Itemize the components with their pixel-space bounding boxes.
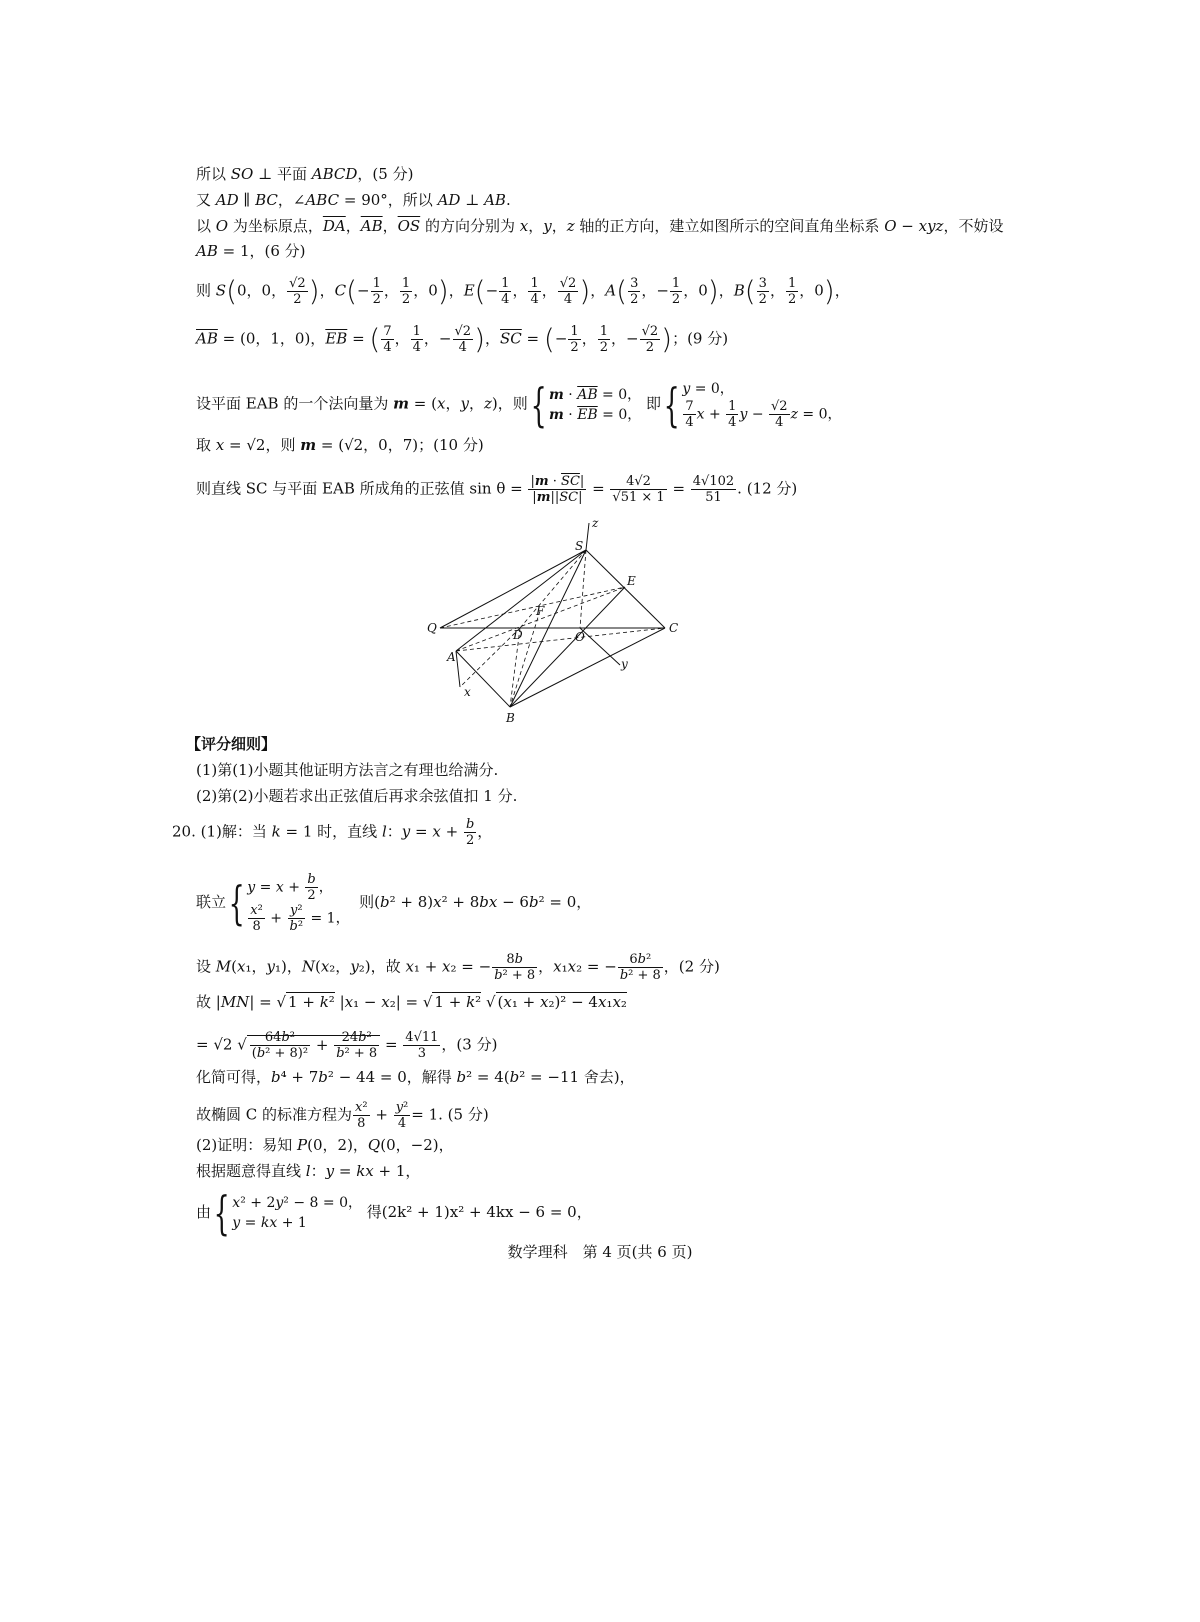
ellipse-prefix: 故椭圆 C 的标准方程为 (196, 1105, 353, 1124)
take-x-line: 取 x = √2，则 m = (√2，0，7)；(10 分) (196, 436, 484, 454)
label-x: x (464, 685, 471, 699)
q20-line-10: 由{ x² + 2y² − 8 = 0， y = kx + 1 得(2k² + 1)x² + 4kx − 6 = 0， (196, 1186, 592, 1240)
coordinates-line: 则 S(0，0， $\frac{√2}{2}$ )，C(− $\frac{1}{2}$ ， $\frac{1}{2}$ ，0)，E(− $\frac{1}{4}$ ， $\frac{1}{4}$ ， $\frac{√2}{4}$ )，A( $\frac{3}{2}$ ，− $\frac{1}{2}$ ，0)，B( $\frac{3}{2}$ ， $\frac{1}{2}$ ，0)， (196, 274, 850, 308)
lianli-label: 联立 (196, 893, 227, 911)
solution-line-2: 又 AD ∥ BC，∠ABC = 90°，所以 AD ⊥ AB. (196, 191, 511, 209)
sine-line: 则直线 SC 与平面 EAB 所成角的正弦值 sin θ = $\frac{|m \cdot \overline{SC}|}{|m||\overline{SC}|}$ = $\frac{4√2}{√51 \times 1}$ = $\frac{4√102}{51}$ . (12 分) (196, 474, 798, 505)
q20-number: 20. (172, 822, 196, 841)
label-O: O (575, 630, 585, 644)
then-label: 则 (196, 281, 212, 300)
normal-prefix: 设平面 EAB 的一个法向量为 (196, 394, 389, 413)
label-B: B (506, 711, 515, 725)
q20-line-2: 联立{ y = x + $\frac{b}{2}$ ， $\frac{\text{x²}}{8}$ + $\frac{\text{y²}}{\text{b²}}$ = 1， 则(b² + 8)x² + 8bx − 6b² = 0， (196, 872, 592, 934)
q20-line-4: 故 |MN| = √ 1 + k² |x₁ − x₂| = √ 1 + k² √ (x₁ + x₂)² − 4x₁x₂ (196, 993, 627, 1011)
q20-line-7: 故椭圆 C 的标准方程为 $\frac{\text{x²}}{8}$ + $\frac{\text{y²}}{4}$ = 1. (5 分) (196, 1100, 489, 1131)
ellipse-suffix: = 1. (5 分) (411, 1105, 489, 1124)
score-12: . (12 分) (737, 479, 798, 498)
vectors-line: $\overline{AB} = (0$，1，0)，$\overline{EB}$ = ( $\frac{7}{4}$ ， $\frac{1}{4}$ ，− $\frac{√2}{4}$ )，$\overline{SC}$ = (− $\frac{1}{2}$ ， $\frac{1}{2}$ ，− $\frac{√2}{2}$ )；(9 分) (196, 322, 729, 356)
score-9: ；(9 分) (672, 329, 729, 348)
sine-prefix: 则直线 SC 与平面 EAB 所成角的正弦值 sin θ = (196, 479, 523, 498)
q20-line-6: 化简可得，b⁴ + 7b² − 44 = 0，解得 b² = 4(b² = −11 舍去)， (196, 1068, 635, 1086)
normal-vector-line: 设平面 EAB 的一个法向量为 m = (x，y，z)，则{ $m \cdot \overline{AB} = 0$， $m \cdot \overline{EB} = 0$， 即{ y = 0， $\frac{7}{4}$ x + $\frac{1}{4}$ y − $\frac{√2}{4}$ z = 0， (196, 377, 842, 432)
criteria-item-2: (2)第(2)小题若求出正弦值后再求余弦值扣 1 分. (196, 787, 518, 805)
criteria-item-1: (1)第(1)小题其他证明方法言之有理也给满分. (196, 761, 499, 779)
q20-line-3: 设 M(x₁，y₁)，N(x₂，y₂)，故 x₁ + x₂ = − $\frac{8b}{\text{b² + 8}}$ ，x₁x₂ = − $\frac{\text{6b²}}{\text{b² + 8}}$ ，(2 分) (196, 952, 720, 983)
label-C: C (669, 621, 679, 635)
solution-line-4: AB = 1，(6 分) (196, 242, 306, 260)
q20-line-8: (2)证明：易知 P(0，2)，Q(0，−2)， (196, 1136, 454, 1154)
page-footer: 数学理科 第 4 页(共 6 页) (507, 1243, 693, 1261)
solution-line-3: 以 O 为坐标原点，$\overline{DA}$，$\overline{AB}$，$\overline{OS}$ 的方向分别为 x，y，z 轴的正方向，建立如图所示的空间直角坐标系 O − xyz，不妨设 (196, 217, 1004, 235)
label-E: E (627, 574, 636, 588)
then-label-2: 则 (512, 394, 528, 413)
label-F: F (536, 604, 545, 618)
q20-line-1: 20. (1)解：当 k = 1 时，直线 l：y = x + $\frac{b}{2}$ ， (172, 817, 493, 848)
criteria-title: 【评分细则】 (186, 735, 277, 753)
label-S: S (575, 539, 584, 553)
label-D: D (513, 628, 523, 642)
q20-line-5: = √2 √ $\frac{\text{64b²}}{\text{(b² + 8)²}}$ + $\frac{\text{24b²}}{\text{b² + 8}}$ = $\frac{4√11}{3}$ ，(3 分) (196, 1030, 498, 1061)
label-A: A (447, 650, 456, 664)
solution-line-1: 所以 SO ⊥ 平面 ABCD，(5 分) (196, 165, 414, 183)
label-z: z (592, 516, 599, 530)
you-label: 由 (196, 1203, 212, 1221)
q20-line-9: 根据题意得直线 l：y = kx + 1， (196, 1162, 421, 1180)
label-Q: Q (427, 621, 437, 635)
ji-label: 即 (646, 394, 662, 413)
geometry-figure (420, 515, 690, 725)
label-y: y (621, 657, 628, 671)
q20-result: 得(2k² + 1)x² + 4kx − 6 = 0， (366, 1203, 592, 1221)
